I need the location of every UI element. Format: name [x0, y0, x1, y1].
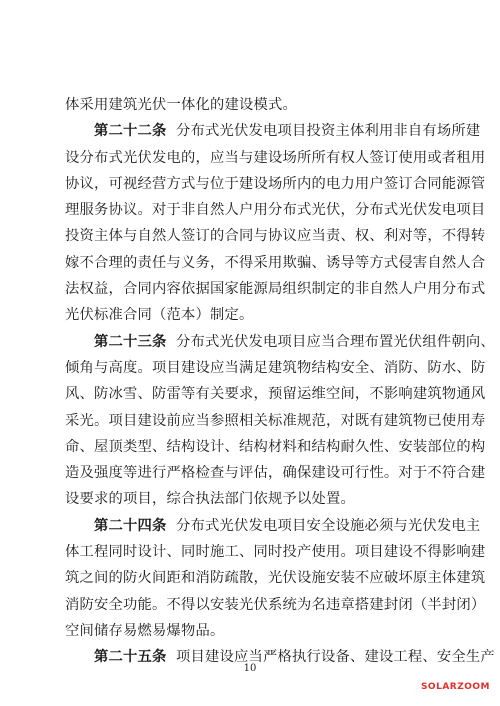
article-text: 分布式光伏发电项目安全设施必须与光伏发电主 — [175, 517, 481, 534]
text-line: 嫁不合理的责任与义务，不得采用欺骗、诱导等方式侵害自然人合 — [65, 254, 486, 271]
text-line: 造及强度等进行严格检查与评估，确保建设可行性。对于不符合建 — [65, 465, 486, 482]
text-line: 消防安全功能。不得以安装光伏系统为名违章搭建封闭（半封闭） — [65, 596, 486, 613]
text-line: 命、屋顶类型、结构设计、结构材料和结构耐久性、安装部位的构 — [65, 438, 486, 455]
article-text: 分布式光伏发电项目投资主体利用非自有场所建 — [175, 123, 481, 140]
text-line: 体采用建筑光伏一体化的建设模式。 — [65, 97, 297, 113]
document-body — [65, 92, 495, 671]
watermark-logo: SOLARZOOM — [420, 682, 490, 692]
text-line: 设要求的项目，综合执法部门依规予以处置。 — [65, 491, 355, 508]
article-number: 第二十三条 — [94, 333, 167, 350]
text-line: 筑之间的防火间距和消防疏散，光伏设施安装不应破坏原主体建筑 — [65, 570, 486, 587]
text-line: 法权益，合同内容依据国家能源局组织制定的非自然人户用分布式 — [65, 281, 486, 298]
article-number: 第二十四条 — [94, 517, 167, 534]
text-line: 光伏标准合同（范本）制定。 — [65, 307, 254, 324]
article-text: 项目建设应当严格执行设备、建设工程、安全生产 — [175, 649, 495, 666]
text-line: 协议，可视经营方式与位于建设场所内的电力用户签订合同能源管 — [65, 175, 486, 192]
text-line: 倾角与高度。项目建设应当满足建筑物结构安全、消防、防水、防 — [65, 359, 486, 376]
text-line: 风、防冰雪、防雷等有关要求，预留运维空间，不影响建筑物通风 — [65, 386, 486, 403]
article-number: 第二十二条 — [94, 123, 167, 140]
text-line: 采光。项目建设前应当参照相关标准规范，对既有建筑物已使用寿 — [65, 412, 486, 429]
text-line: 体工程同时设计、同时施工、同时投产使用。项目建设不得影响建 — [65, 544, 486, 561]
text-line: 理服务协议。对于非自然人户用分布式光伏，分布式光伏发电项目 — [65, 202, 486, 219]
article-23-first-line — [65, 329, 495, 355]
text-line: 设分布式光伏发电的，应当与建设场所所有权人签订使用或者租用 — [65, 149, 486, 166]
text-line: 投资主体与自然人签订的合同与协议应当责、权、利对等，不得转 — [65, 228, 486, 245]
article-number: 第二十五条 — [94, 649, 167, 666]
page-number: 10 — [243, 663, 257, 674]
text-line: 空间储存易燃易爆物品。 — [65, 622, 225, 639]
article-text: 分布式光伏发电项目应当合理布置光伏组件朝向、 — [175, 333, 495, 350]
article-24-first-line — [65, 513, 481, 539]
article-22-first-line — [65, 118, 481, 144]
